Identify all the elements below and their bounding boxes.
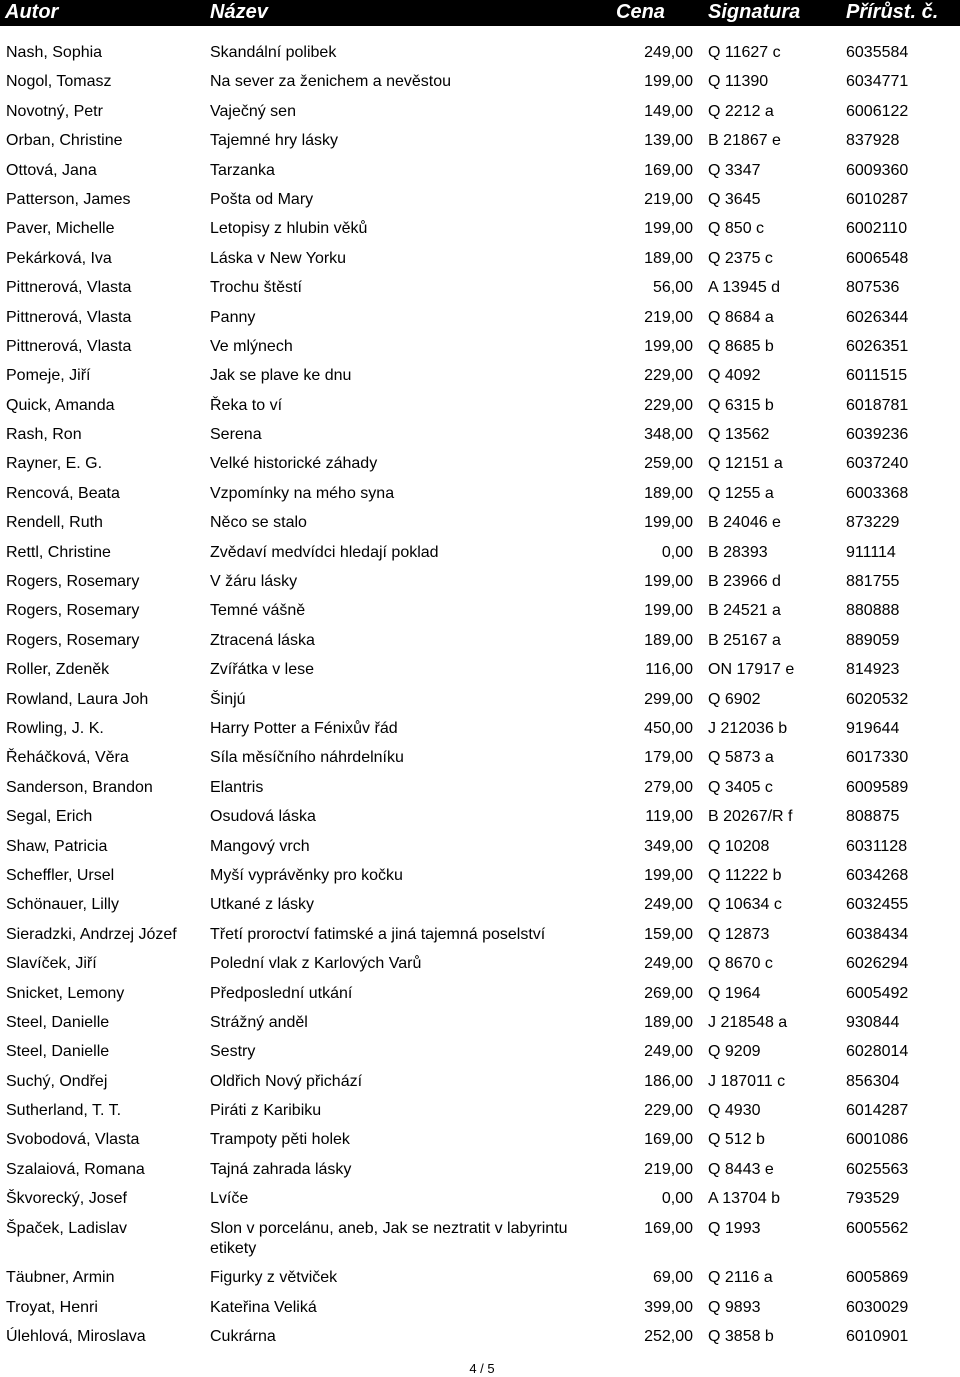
price-cell: 199,00 [644, 73, 693, 91]
title-cell: Slon v porcelánu, aneb, Jak se neztratit v labyrintu etikety [210, 1219, 568, 1257]
price-cell: 199,00 [644, 514, 693, 532]
author-cell: Segal, Erich [6, 808, 93, 826]
price-cell: 189,00 [644, 484, 693, 502]
price-cell: 252,00 [644, 1328, 693, 1346]
signature-cell: J 218548 a [708, 1013, 788, 1031]
author-cell: Pittnerová, Vlasta [6, 337, 132, 355]
accession-cell: 6035584 [846, 44, 909, 61]
table-row [0, 1038, 960, 1067]
accession-cell: 6003368 [846, 484, 909, 502]
title-cell: Ve mlýnech [210, 337, 293, 355]
signature-cell: B 28393 [708, 543, 768, 561]
price-cell: 219,00 [644, 190, 693, 208]
signature-cell: Q 13562 [708, 426, 770, 444]
header-accession: Přírůst. č. [846, 1, 939, 23]
author-cell: Rayner, E. G. [6, 455, 103, 473]
title-cell: Kateřina Veliká [210, 1298, 317, 1316]
accession-cell: 808875 [846, 808, 900, 826]
title-cell: Temné vášně [210, 602, 306, 620]
table-row [0, 362, 960, 391]
title-cell: Cukrárna [210, 1328, 276, 1346]
author-cell: Nash, Sophia [6, 44, 103, 61]
author-cell: Nogol, Tomasz [6, 73, 112, 91]
price-cell: 279,00 [644, 778, 693, 796]
accession-cell: 6037240 [846, 455, 909, 473]
table-row [0, 539, 960, 568]
price-cell: 229,00 [644, 1102, 693, 1120]
table-row [0, 98, 960, 127]
signature-cell: B 21867 e [708, 132, 781, 150]
table-row [0, 274, 960, 303]
header-title: Název [210, 1, 268, 23]
signature-cell: Q 6315 b [708, 396, 774, 414]
table-header [0, 0, 960, 26]
title-cell: Třetí proroctví fatimské a jiná tajemná poselství [210, 925, 546, 943]
accession-cell: 6009360 [846, 161, 909, 179]
title-cell: Trampoty pěti holek [210, 1131, 350, 1149]
accession-cell: 881755 [846, 573, 900, 591]
accession-cell: 6014287 [846, 1102, 909, 1120]
signature-cell: Q 10634 c [708, 896, 782, 914]
author-cell: Steel, Danielle [6, 1043, 110, 1061]
table-row [0, 686, 960, 715]
signature-cell: Q 8684 a [708, 308, 774, 326]
price-cell: 299,00 [644, 690, 693, 708]
price-cell: 169,00 [644, 161, 693, 179]
title-cell: Ztracená láska [210, 631, 315, 649]
price-cell: 249,00 [644, 1043, 693, 1061]
table-row [0, 803, 960, 832]
table-row [0, 480, 960, 509]
author-cell: Pomeje, Jiří [6, 367, 91, 385]
accession-cell: 6010901 [846, 1328, 909, 1346]
table-row [0, 1156, 960, 1185]
signature-cell: Q 1255 a [708, 484, 774, 502]
price-cell: 199,00 [644, 573, 693, 591]
signature-cell: A 13945 d [708, 279, 781, 297]
table-row [0, 627, 960, 656]
price-cell: 169,00 [644, 1219, 693, 1237]
signature-cell: Q 8670 c [708, 955, 773, 973]
accession-cell: 6034771 [846, 73, 909, 91]
accession-cell: 6017330 [846, 749, 909, 767]
accession-cell: 6005492 [846, 984, 909, 1002]
table-row [0, 39, 960, 68]
signature-cell: B 24521 a [708, 602, 781, 620]
table-row [0, 1009, 960, 1038]
table-row [0, 833, 960, 862]
table-row [0, 245, 960, 274]
author-cell: Quick, Amanda [6, 396, 115, 414]
signature-cell: J 212036 b [708, 719, 788, 737]
price-cell: 229,00 [644, 396, 693, 414]
price-cell: 219,00 [644, 1160, 693, 1178]
table-row [0, 509, 960, 538]
price-cell: 186,00 [644, 1072, 693, 1090]
author-cell: Schönauer, Lilly [6, 896, 119, 914]
title-cell: Harry Potter a Fénixův řád [210, 719, 398, 737]
accession-cell: 6032455 [846, 896, 909, 914]
author-cell: Patterson, James [6, 190, 131, 208]
table-row [0, 715, 960, 744]
signature-cell: Q 3645 [708, 190, 761, 208]
author-cell: Rowland, Laura Joh [6, 690, 149, 708]
accession-cell: 6039236 [846, 426, 909, 444]
signature-cell: Q 10208 [708, 837, 770, 855]
author-cell: Pittnerová, Vlasta [6, 308, 132, 326]
title-cell: Zvědaví medvídci hledají poklad [210, 543, 439, 561]
author-cell: Suchý, Ondřej [6, 1072, 108, 1090]
price-cell: 269,00 [644, 984, 693, 1002]
accession-cell: 793529 [846, 1190, 900, 1208]
signature-cell: Q 4930 [708, 1102, 761, 1120]
table-row [0, 1068, 960, 1097]
accession-cell: 6010287 [846, 190, 909, 208]
accession-cell: 873229 [846, 514, 900, 532]
table-row [0, 656, 960, 685]
signature-cell: Q 11627 c [708, 44, 781, 61]
signature-cell: Q 8685 b [708, 337, 774, 355]
signature-cell: Q 850 c [708, 220, 765, 238]
title-cell: Myší vyprávěnky pro kočku [210, 866, 403, 884]
price-cell: 189,00 [644, 631, 693, 649]
title-cell: Tarzanka [210, 161, 275, 179]
author-cell: Rash, Ron [6, 426, 82, 444]
author-cell: Rogers, Rosemary [6, 573, 140, 591]
signature-cell: Q 11390 [708, 73, 769, 91]
title-cell: Osudová láska [210, 808, 316, 826]
accession-cell: 6001086 [846, 1131, 909, 1149]
table-row [0, 215, 960, 244]
title-cell: Zvířátka v lese [210, 661, 315, 679]
table-row [0, 450, 960, 479]
table-row [0, 891, 960, 920]
price-cell: 189,00 [644, 1013, 693, 1031]
price-cell: 149,00 [644, 102, 693, 120]
signature-cell: Q 9209 [708, 1043, 761, 1061]
accession-cell: 6005562 [846, 1219, 909, 1237]
author-cell: Rendell, Ruth [6, 514, 103, 532]
signature-cell: Q 4092 [708, 367, 761, 385]
table-row [0, 862, 960, 891]
title-cell: Sestry [210, 1043, 256, 1061]
author-cell: Snicket, Lemony [6, 984, 125, 1002]
title-cell: Lvíče [210, 1190, 249, 1208]
table-row [0, 1294, 960, 1323]
author-cell: Sieradzki, Andrzej Józef [6, 925, 177, 943]
signature-cell: Q 11222 b [708, 866, 782, 884]
price-cell: 159,00 [644, 925, 693, 943]
table-row [0, 1323, 960, 1352]
accession-cell: 6020532 [846, 690, 909, 708]
price-cell: 179,00 [644, 749, 693, 767]
signature-cell: Q 3858 b [708, 1328, 774, 1346]
table-row [0, 421, 960, 450]
title-cell: Láska v New Yorku [210, 249, 347, 267]
book-table [0, 39, 960, 1353]
price-cell: 249,00 [644, 44, 693, 61]
signature-cell: ON 17917 e [708, 661, 795, 679]
author-cell: Shaw, Patricia [6, 837, 108, 855]
signature-cell: Q 6902 [708, 690, 761, 708]
accession-cell: 837928 [846, 132, 900, 150]
table-row [0, 774, 960, 803]
title-cell: Polední vlak z Karlových Varů [210, 955, 422, 973]
table-row [0, 1264, 960, 1293]
accession-cell: 814923 [846, 661, 900, 679]
price-cell: 0,00 [661, 1190, 693, 1208]
signature-cell: B 25167 a [708, 631, 781, 649]
signature-cell: Q 2375 c [708, 249, 773, 267]
author-cell: Špaček, Ladislav [6, 1219, 127, 1237]
accession-cell: 6031128 [846, 837, 908, 855]
price-cell: 199,00 [644, 866, 693, 884]
price-cell: 219,00 [644, 308, 693, 326]
title-cell: Trochu štěstí [210, 279, 302, 297]
price-cell: 116,00 [645, 661, 693, 679]
title-cell: Na sever za ženichem a nevěstou [210, 73, 452, 91]
price-cell: 229,00 [644, 367, 693, 385]
accession-cell: 6002110 [846, 220, 908, 238]
author-cell: Pekárková, Iva [6, 249, 112, 267]
header-price: Cena [616, 1, 665, 23]
accession-cell: 911114 [846, 543, 896, 561]
accession-cell: 6006548 [846, 249, 909, 267]
signature-cell: Q 8443 e [708, 1160, 774, 1178]
accession-cell: 930844 [846, 1013, 900, 1031]
accession-cell: 6026294 [846, 955, 909, 973]
title-cell: Utkané z lásky [210, 896, 315, 914]
author-cell: Rencová, Beata [6, 484, 120, 502]
author-cell: Slavíček, Jiří [6, 955, 97, 973]
author-cell: Úlehlová, Miroslava [6, 1328, 146, 1346]
author-cell: Rogers, Rosemary [6, 602, 140, 620]
table-row [0, 127, 960, 156]
signature-cell: Q 512 b [708, 1131, 765, 1149]
table-row [0, 186, 960, 215]
accession-cell: 919644 [846, 719, 900, 737]
title-cell: Serena [210, 426, 262, 444]
signature-cell: Q 9893 [708, 1298, 761, 1316]
author-cell: Novotný, Petr [6, 102, 103, 120]
title-cell: Mangový vrch [210, 837, 310, 855]
accession-cell: 889059 [846, 631, 900, 649]
price-cell: 259,00 [644, 455, 693, 473]
author-cell: Škvorecký, Josef [6, 1190, 127, 1208]
author-cell: Orban, Christine [6, 132, 123, 150]
author-cell: Rowling, J. K. [6, 719, 104, 737]
title-cell: Tajemné hry lásky [210, 132, 339, 150]
price-cell: 249,00 [644, 955, 693, 973]
signature-cell: Q 2212 a [708, 102, 774, 120]
author-cell: Troyat, Henri [6, 1298, 98, 1316]
signature-cell: J 187011 c [708, 1072, 786, 1090]
title-cell: Jak se plave ke dnu [210, 367, 352, 385]
author-cell: Rettl, Christine [6, 543, 111, 561]
signature-cell: Q 12151 a [708, 455, 783, 473]
price-cell: 199,00 [644, 337, 693, 355]
title-cell: Vaječný sen [210, 102, 296, 120]
table-row [0, 950, 960, 979]
signature-cell: Q 3347 [708, 161, 761, 179]
accession-cell: 6030029 [846, 1298, 909, 1316]
accession-cell: 880888 [846, 602, 900, 620]
author-cell: Pittnerová, Vlasta [6, 279, 132, 297]
signature-cell: A 13704 b [708, 1190, 781, 1208]
table-row [0, 157, 960, 186]
table-row [0, 597, 960, 626]
table-row [0, 1126, 960, 1155]
table-row [0, 921, 960, 950]
title-cell: Skandální polibek [210, 44, 337, 61]
title-cell: Strážný anděl [210, 1013, 308, 1031]
price-cell: 349,00 [644, 837, 693, 855]
price-cell: 0,00 [661, 543, 693, 561]
table-row [0, 304, 960, 333]
title-cell: Panny [210, 308, 256, 326]
accession-cell: 6025563 [846, 1160, 909, 1178]
author-cell: Scheffler, Ursel [6, 866, 115, 884]
author-cell: Rogers, Rosemary [6, 631, 140, 649]
page-number: 4 / 5 [469, 1361, 495, 1376]
header-author: Autor [5, 1, 59, 23]
accession-cell: 6026351 [846, 337, 909, 355]
title-cell: Tajná zahrada lásky [210, 1160, 352, 1178]
accession-cell: 6026344 [846, 308, 909, 326]
price-cell: 69,00 [652, 1269, 693, 1287]
signature-cell: Q 1964 [708, 984, 761, 1002]
signature-cell: Q 2116 a [708, 1269, 773, 1287]
header-signature: Signatura [708, 1, 801, 23]
signature-cell: B 24046 e [708, 514, 781, 532]
author-cell: Szalaiová, Romana [6, 1160, 145, 1178]
table-row [0, 392, 960, 421]
signature-cell: Q 1993 [708, 1219, 761, 1237]
accession-cell: 6034268 [846, 866, 909, 884]
table-row [0, 980, 960, 1009]
title-cell: V žáru lásky [210, 573, 298, 591]
title-cell: Vzpomínky na mého syna [210, 484, 395, 502]
signature-cell: Q 5873 a [708, 749, 774, 767]
author-cell: Steel, Danielle [6, 1013, 110, 1031]
author-cell: Svobodová, Vlasta [6, 1131, 140, 1149]
signature-cell: B 20267/R f [708, 808, 793, 826]
price-cell: 450,00 [644, 719, 693, 737]
price-cell: 249,00 [644, 896, 693, 914]
title-cell: Letopisy z hlubin věků [210, 220, 368, 238]
table-row [0, 568, 960, 597]
accession-cell: 6011515 [846, 367, 908, 385]
table-row [0, 68, 960, 97]
author-cell: Sanderson, Brandon [6, 778, 153, 796]
title-cell: Piráti z Karibiku [210, 1102, 322, 1120]
price-cell: 56,00 [652, 279, 693, 297]
title-cell: Síla měsíčního náhrdelníku [210, 749, 404, 767]
table-row [0, 1185, 960, 1214]
accession-cell: 807536 [846, 279, 900, 297]
accession-cell: 6018781 [846, 396, 909, 414]
author-cell: Roller, Zdeněk [6, 661, 110, 679]
title-cell: Něco se stalo [210, 514, 307, 532]
signature-cell: B 23966 d [708, 573, 781, 591]
price-cell: 399,00 [644, 1298, 693, 1316]
signature-cell: Q 12873 [708, 925, 770, 943]
title-cell: Figurky z větviček [210, 1269, 338, 1287]
author-cell: Řeháčková, Věra [6, 749, 129, 767]
accession-cell: 856304 [846, 1072, 900, 1090]
title-cell: Řeka to ví [210, 396, 283, 414]
table-row [0, 1097, 960, 1126]
accession-cell: 6006122 [846, 102, 909, 120]
accession-cell: 6005869 [846, 1269, 909, 1287]
author-cell: Ottová, Jana [6, 161, 97, 179]
accession-cell: 6038434 [846, 925, 909, 943]
price-cell: 119,00 [645, 808, 693, 826]
price-cell: 348,00 [644, 426, 693, 444]
price-cell: 199,00 [644, 602, 693, 620]
author-cell: Paver, Michelle [6, 220, 115, 238]
table-row [0, 1215, 960, 1265]
title-cell: Předposlední utkání [210, 984, 353, 1002]
table-row [0, 333, 960, 362]
signature-cell: Q 3405 c [708, 778, 773, 796]
title-cell: Elantris [210, 778, 264, 796]
title-cell: Šinjú [210, 690, 246, 708]
accession-cell: 6028014 [846, 1043, 909, 1061]
table-row [0, 744, 960, 773]
price-cell: 139,00 [644, 132, 693, 150]
price-cell: 199,00 [644, 220, 693, 238]
title-cell: Pošta od Mary [210, 190, 314, 208]
author-cell: Sutherland, T. T. [6, 1102, 122, 1120]
author-cell: Täubner, Armin [6, 1269, 115, 1287]
title-cell: Oldřich Nový přichází [210, 1072, 363, 1090]
accession-cell: 6009589 [846, 778, 909, 796]
title-cell: Velké historické záhady [210, 455, 378, 473]
price-cell: 169,00 [644, 1131, 693, 1149]
price-cell: 189,00 [644, 249, 693, 267]
